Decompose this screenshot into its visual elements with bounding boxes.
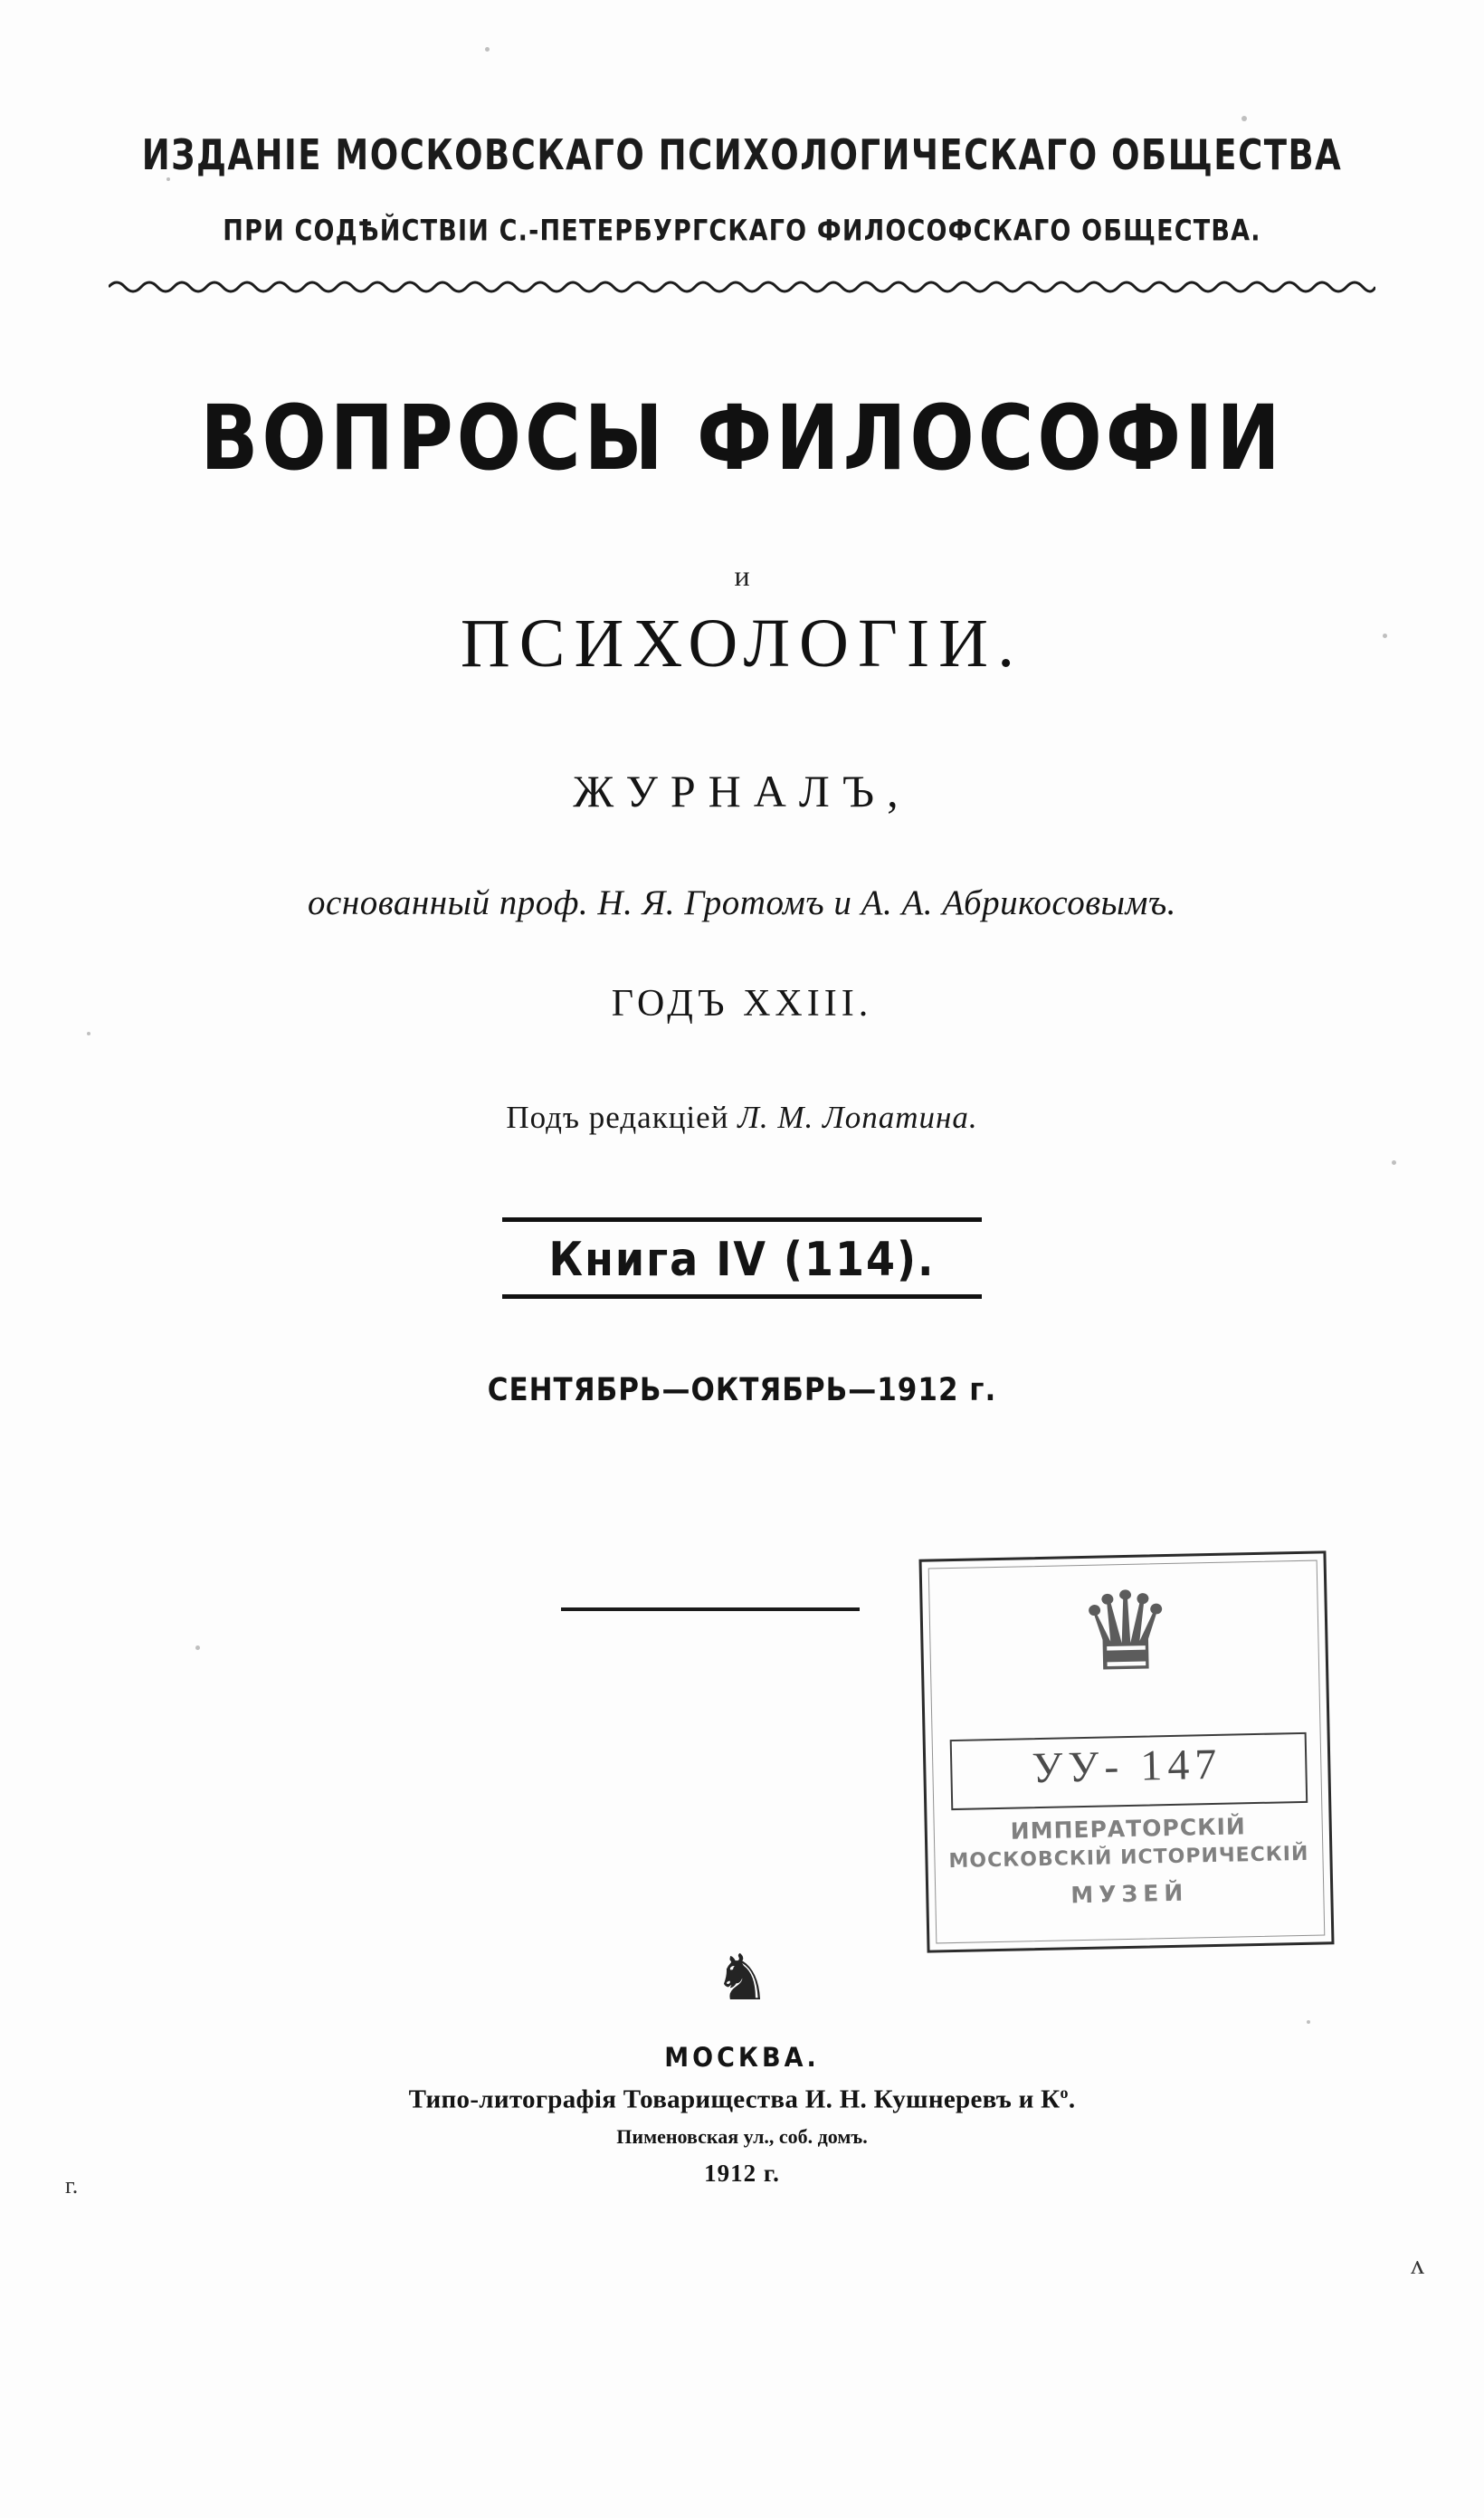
paper-speck bbox=[1307, 2020, 1310, 2024]
page-subtitle: ПСИХОЛОГIИ. bbox=[460, 606, 1024, 682]
issue-date: СЕНТЯБРЬ—ОКТЯБРЬ—1912 г. bbox=[487, 1371, 997, 1409]
editor-line bbox=[0, 1100, 1484, 1136]
editor-prefix: Подъ редакціей bbox=[506, 1100, 729, 1135]
stamp-line-2: МОСКОВСКІЙ ИСТОРИЧЕСКІЙ bbox=[948, 1842, 1309, 1874]
library-stamp bbox=[918, 1550, 1334, 1952]
book-number: Книга IV (114). bbox=[548, 1231, 936, 1287]
founders-line: основанный проф. Н. Я. Гротомъ и А. А. Абрикосовымъ. bbox=[308, 883, 1176, 922]
paper-speck bbox=[485, 47, 490, 52]
printers-device-icon: ♞ bbox=[713, 1944, 771, 2014]
margin-mark-right: ʌ bbox=[1411, 2250, 1424, 2280]
title-conjunction: и bbox=[734, 559, 750, 592]
editor-name: Л. М. Лопатина. bbox=[737, 1100, 978, 1135]
stamp-line-1: ИМПЕРАТОРСКІЙ bbox=[1010, 1813, 1247, 1845]
imprint-printer-period: . bbox=[1068, 2084, 1076, 2114]
imprint-year: 1912 г. bbox=[704, 2160, 780, 2187]
stamp-number: УУ- 147 bbox=[1031, 1740, 1222, 1793]
margin-mark-left: г. bbox=[65, 2172, 79, 2198]
paper-speck bbox=[195, 1645, 200, 1650]
volume-year: ГОДЪ XXIII. bbox=[611, 983, 873, 1025]
short-divider bbox=[561, 1607, 860, 1611]
imprint-printer-text: Типо-литографія Товарищества И. Н. Кушнеревъ и К bbox=[408, 2084, 1061, 2114]
stamp-line-3: МУЗЕЙ bbox=[1070, 1879, 1189, 1909]
paper-speck bbox=[1392, 1160, 1396, 1165]
book-number-block bbox=[0, 1217, 1484, 1299]
publisher-line-secondary: ПРИ СОДѢЙСТВIИ С.-ПЕТЕРБУРГСКАГО ФИЛОСОФСКАГО ОБЩЕСТВА. bbox=[223, 214, 1261, 249]
imprint-printer bbox=[0, 2084, 1484, 2115]
page-title: ВОПРОСЫ ФИЛОСОФIИ bbox=[200, 386, 1284, 491]
publisher-line-primary: ИЗДАНIЕ МОСКОВСКАГО ПСИХОЛОГИЧЕСКАГО ОБЩЕСТВА bbox=[141, 130, 1343, 180]
journal-label: ЖУРНАЛЪ, bbox=[573, 766, 911, 816]
imprint-printer-superscript: о bbox=[1060, 2084, 1069, 2102]
wavy-divider bbox=[109, 276, 1375, 296]
paper-speck bbox=[1241, 116, 1247, 121]
imprint-city: МОСКВА. bbox=[664, 2042, 820, 2074]
double-headed-eagle-icon: ♛ bbox=[1076, 1570, 1173, 1694]
imprint-address: Пименовская ул., соб. домъ. bbox=[616, 2125, 868, 2148]
paper-speck bbox=[87, 1032, 90, 1035]
